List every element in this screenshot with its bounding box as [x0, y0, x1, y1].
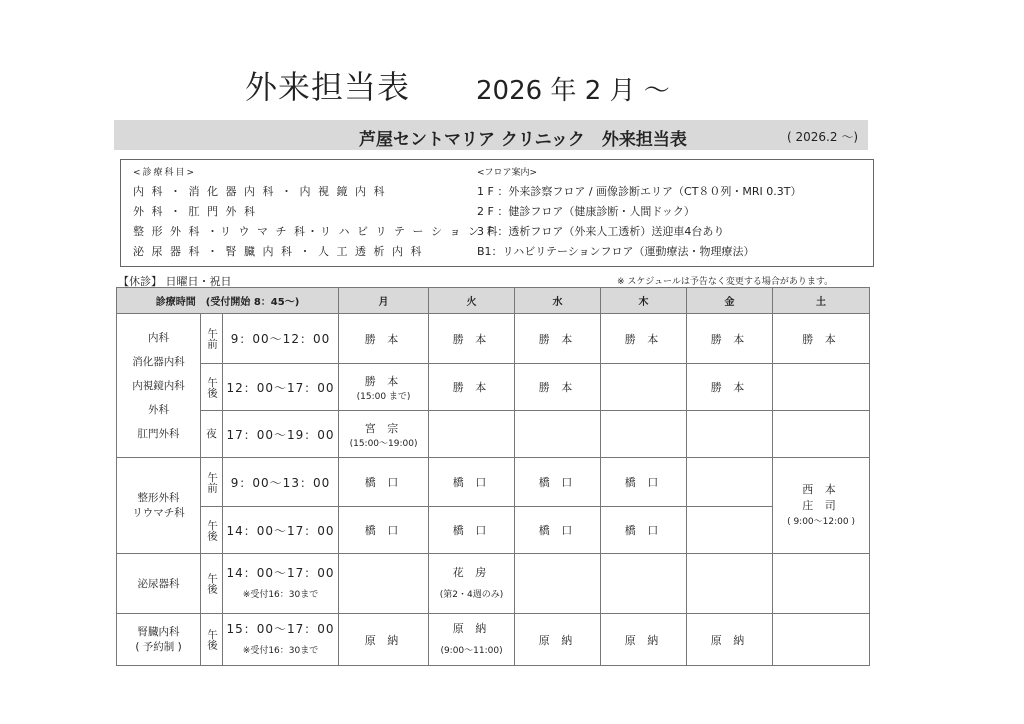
doctor-cell: [429, 614, 515, 666]
doctor-cell: 勝 本: [687, 314, 773, 364]
doctor-cell: 橋 口: [515, 458, 601, 507]
dept-label: 内視鏡内科: [132, 379, 185, 392]
period-pm: 午後: [201, 364, 223, 411]
dept-label: 腎臓内科: [137, 625, 180, 638]
day-header: 月: [339, 288, 429, 314]
time-slot: 12：00～17：00: [223, 364, 339, 411]
floor-line: B1：リハビリテーションフロア（運動療法・物理療法）: [477, 245, 755, 258]
dept-label: 整形外科: [137, 491, 180, 504]
doctor-cell: [339, 411, 429, 458]
doctor-cell: [773, 364, 870, 411]
page-date: 2026 年 2 月 ～: [476, 76, 670, 106]
clinic-name: 芦屋セントマリア クリニック 外来担当表: [359, 130, 687, 150]
empty-cell: [773, 411, 870, 458]
schedule-table: [116, 287, 870, 666]
doctor-note: (15:00～19:00): [349, 438, 418, 449]
doctor-cell: 勝 本: [339, 314, 429, 364]
doctor-cell: 橋 口: [601, 507, 687, 554]
dept-orthopedics: [117, 458, 201, 554]
info-box: [120, 159, 874, 267]
doctor-cell: 勝 本: [601, 314, 687, 364]
doctor-cell: 勝 本: [687, 364, 773, 411]
doctor-cell: [429, 554, 515, 614]
doctor-cell: [601, 364, 687, 411]
floors-list: [477, 166, 802, 262]
doctor-cell: 原 納: [601, 614, 687, 666]
floor-line: 2 F ：健診フロア（健康診断・人間ドック）: [477, 205, 695, 218]
doctor-cell: 原 納: [515, 614, 601, 666]
empty-cell: [687, 554, 773, 614]
departments-list: [133, 166, 499, 262]
doctor-cell: 橋 口: [339, 458, 429, 507]
time-slot: 9：00～13：00: [223, 458, 339, 507]
doctor-cell: [687, 458, 773, 507]
floor-line: 3 F ：透析フロア（外来人工透析）送迎車4台あり: [477, 225, 725, 238]
dept-label: 消化器内科: [132, 355, 185, 368]
doctor-cell: 勝 本: [773, 314, 870, 364]
closed-days: 【休診】 日曜日・祝日: [118, 275, 232, 288]
empty-cell: [515, 411, 601, 458]
dept-label: リウマチ科: [132, 506, 185, 519]
empty-cell: [339, 554, 429, 614]
doctor-name: 花 房: [452, 565, 491, 579]
page-title: 外来担当表: [245, 68, 411, 106]
period-pm: 午後: [201, 554, 223, 614]
doctor-name: 西 本: [802, 482, 840, 496]
period-am: 午前: [201, 314, 223, 364]
dept-urology: 泌尿器科: [117, 554, 201, 614]
reception-note: ※受付16：30まで: [242, 589, 319, 600]
empty-cell: [601, 554, 687, 614]
empty-cell: [687, 411, 773, 458]
doctor-name: 原 納: [452, 621, 491, 635]
banner-date: ( 2026.2 ～): [787, 130, 858, 144]
dept-label: 外科: [148, 403, 169, 416]
dept-internal-surgery: [117, 314, 201, 458]
empty-cell: [429, 411, 515, 458]
dept-label: 内科: [148, 331, 169, 344]
time-slot: 14：00～17：00: [223, 507, 339, 554]
department-line: 泌 尿 器 科 ・ 腎 臓 内 科 ・ 人 工 透 析 内 科: [133, 245, 424, 258]
schedule-notice: ※ スケジュールは予告なく変更する場合があります。: [617, 277, 834, 287]
doctor-note: (9:00～11:00): [440, 645, 503, 656]
reception-note: ※受付16：30まで: [242, 645, 319, 656]
period-pm: 午後: [201, 507, 223, 554]
doctor-cell-saturday: [773, 458, 870, 554]
doctor-cell: [339, 364, 429, 411]
time-slot: 17：00～19：00: [223, 411, 339, 458]
floors-heading: <フロア案内>: [477, 168, 538, 178]
department-line: 外 科 ・ 肛 門 外 科: [133, 205, 257, 218]
time-slot-cell: [223, 554, 339, 614]
doctor-cell: 勝 本: [429, 364, 515, 411]
doctor-cell: 勝 本: [515, 314, 601, 364]
floor-line: 1 F ：外来診察フロア / 画像診断エリア（CT８０列・MRI 0.3T）: [477, 185, 802, 198]
doctor-cell: 橋 口: [339, 507, 429, 554]
doctor-cell: 橋 口: [515, 507, 601, 554]
doctor-cell: 橋 口: [601, 458, 687, 507]
day-header: 火: [429, 288, 515, 314]
time-slot-cell: [223, 614, 339, 666]
day-header: 土: [773, 288, 870, 314]
time-slot: 9：00～12：00: [223, 314, 339, 364]
doctor-cell: [773, 614, 870, 666]
period-am: 午前: [201, 458, 223, 507]
doctor-cell: 原 納: [687, 614, 773, 666]
clinic-banner: [114, 120, 868, 150]
doctor-note: (第2・4週のみ): [439, 589, 504, 600]
period-night: 夜: [201, 411, 223, 458]
doctor-note: ( 9:00～12:00 ): [787, 516, 855, 527]
time-slot: 14：00～17：00: [226, 565, 335, 580]
dept-label: ( 予約制 ): [135, 640, 182, 653]
departments-heading: <診療科目>: [133, 168, 197, 178]
period-pm: 午後: [201, 614, 223, 666]
doctor-cell: 勝 本: [515, 364, 601, 411]
doctor-note: (15:00 まで): [356, 391, 411, 402]
doctor-cell: 原 納: [339, 614, 429, 666]
dept-nephrology: [117, 614, 201, 666]
day-header: 水: [515, 288, 601, 314]
time-slot: 15：00～17：00: [226, 621, 335, 636]
empty-cell: [601, 411, 687, 458]
day-header: 金: [687, 288, 773, 314]
day-header: 木: [601, 288, 687, 314]
dept-label: 肛門外科: [137, 427, 180, 440]
empty-cell: [773, 554, 870, 614]
doctor-cell: [687, 507, 773, 554]
hours-header: 診療時間 (受付開始 8：45～): [117, 288, 339, 314]
empty-cell: [515, 554, 601, 614]
doctor-cell: 勝 本: [429, 314, 515, 364]
doctor-name: 勝 本: [364, 374, 403, 388]
doctor-name: 宮 宗: [364, 421, 403, 435]
department-line: 整 形 外 科 ・リ ウ マ チ 科・リ ハ ビ リ テ ー シ ョ ン 科: [133, 225, 500, 238]
doctor-cell: 橋 口: [429, 507, 515, 554]
doctor-name: 庄 司: [802, 498, 840, 512]
department-line: 内 科 ・ 消 化 器 内 科 ・ 内 視 鏡 内 科: [133, 185, 387, 198]
doctor-cell: 橋 口: [429, 458, 515, 507]
